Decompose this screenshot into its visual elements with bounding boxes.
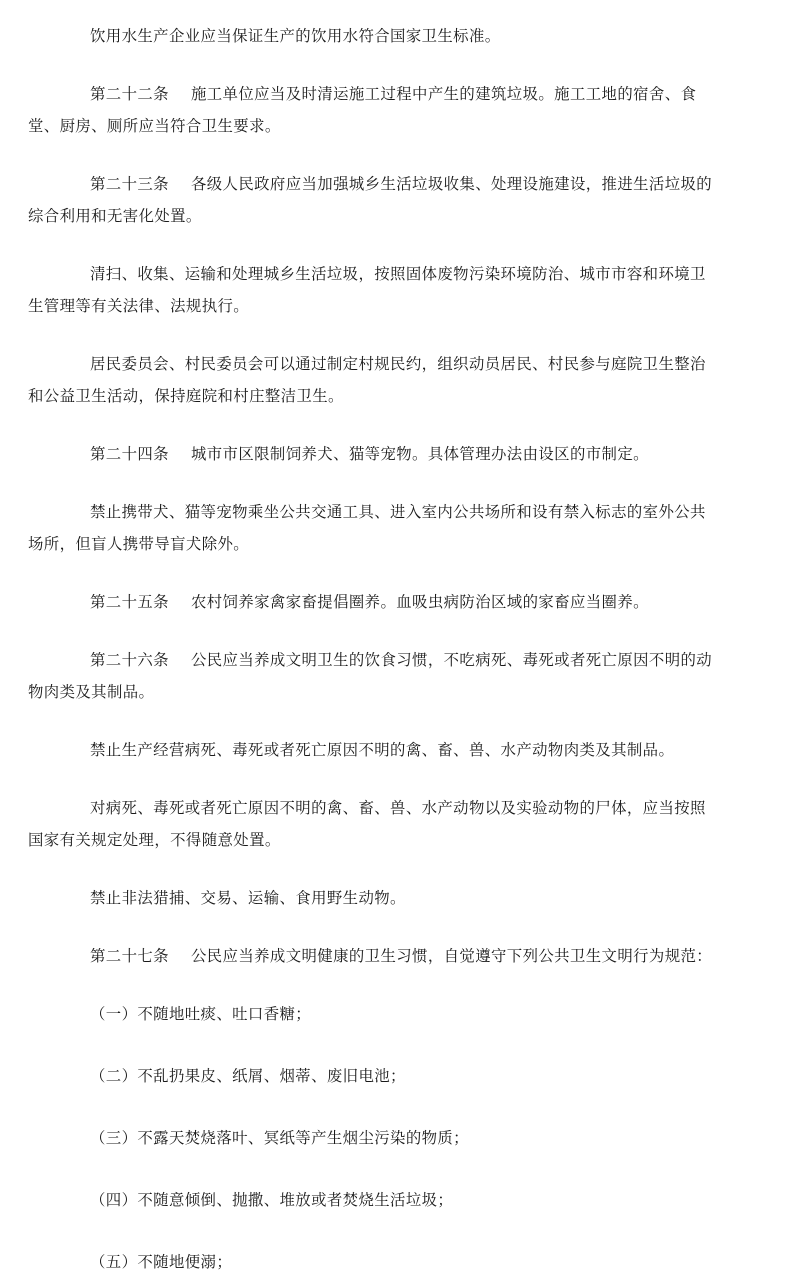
paragraph-continuation: 堂、厨房、厕所应当符合卫生要求。 [28, 117, 281, 135]
paragraph-pets [28, 496, 737, 560]
list-item: （二）不乱扔果皮、纸屑、烟蒂、废旧电池； [90, 1067, 406, 1085]
paragraph-meat-ban [90, 734, 737, 766]
paragraph-text: 禁止生产经营病死、毒死或者死亡原因不明的禽、畜、兽、水产动物肉类及其制品。 [90, 741, 675, 759]
article-number: 第二十七条 [90, 947, 169, 965]
article-23 [28, 168, 737, 232]
paragraph-text: 禁止携带犬、猫等宠物乘坐公共交通工具、进入室内公共场所和设有禁入标志的室外公共 [90, 503, 706, 521]
paragraph-carcass [28, 792, 737, 856]
list-item: （五）不随地便溺； [90, 1253, 233, 1271]
paragraph-committees [28, 348, 737, 412]
paragraph-waste-handling [28, 258, 737, 322]
paragraph-text: 各级人民政府应当加强城乡生活垃圾收集、处理设施建设，推进生活垃圾的 [190, 175, 713, 193]
article-number: 第二十五条 [90, 593, 169, 611]
article-24 [90, 438, 737, 470]
article-25 [90, 586, 737, 618]
paragraph-continuation: 和公益卫生活动，保持庭院和村庄整洁卫生。 [28, 387, 344, 405]
paragraph-continuation: 物肉类及其制品。 [28, 683, 155, 701]
article-number: 第二十四条 [90, 445, 169, 463]
paragraph-continuation: 国家有关规定处理，不得随意处置。 [28, 831, 281, 849]
paragraph-text: 饮用水生产企业应当保证生产的饮用水符合国家卫生标准。 [90, 27, 501, 45]
list-item: （三）不露天焚烧落叶、冥纸等产生烟尘污染的物质； [90, 1129, 469, 1147]
paragraph-text: 城市市区限制饲养犬、猫等宠物。具体管理办法由设区的市制定。 [190, 445, 649, 463]
list-item: （一）不随地吐痰、吐口香糖； [90, 1005, 312, 1023]
paragraph-text: 公民应当养成文明健康的卫生习惯，自觉遵守下列公共卫生文明行为规范： [190, 947, 713, 965]
paragraph-text: 施工单位应当及时清运施工过程中产生的建筑垃圾。施工工地的宿舍、食 [190, 85, 697, 103]
paragraph-text: 禁止非法猎捕、交易、运输、食用野生动物。 [90, 889, 406, 907]
list-item: （四）不随意倾倒、抛撒、堆放或者焚烧生活垃圾； [90, 1191, 454, 1209]
paragraph-text: 居民委员会、村民委员会可以通过制定村规民约，组织动员居民、村民参与庭院卫生整治 [90, 355, 706, 373]
article-22 [28, 78, 737, 142]
article-number: 第二十六条 [90, 651, 169, 669]
paragraph-continuation: 场所，但盲人携带导盲犬除外。 [28, 535, 250, 553]
article-number: 第二十三条 [90, 175, 169, 193]
paragraph-continuation: 生管理等有关法律、法规执行。 [28, 297, 250, 315]
paragraph-text: 公民应当养成文明卫生的饮食习惯，不吃病死、毒死或者死亡原因不明的动 [190, 651, 713, 669]
paragraph-text: 对病死、毒死或者死亡原因不明的禽、畜、兽、水产动物以及实验动物的尸体，应当按照 [90, 799, 706, 817]
article-26 [28, 644, 737, 708]
paragraph-drinking-water [90, 20, 737, 52]
article-27 [90, 940, 737, 972]
article-number: 第二十二条 [90, 85, 169, 103]
paragraph-wildlife [90, 882, 737, 914]
paragraph-continuation: 综合利用和无害化处置。 [28, 207, 202, 225]
paragraph-text: 农村饲养家禽家畜提倡圈养。血吸虫病防治区域的家畜应当圈养。 [190, 593, 649, 611]
paragraph-text: 清扫、收集、运输和处理城乡生活垃圾，按照固体废物污染环境防治、城市市容和环境卫 [90, 265, 706, 283]
